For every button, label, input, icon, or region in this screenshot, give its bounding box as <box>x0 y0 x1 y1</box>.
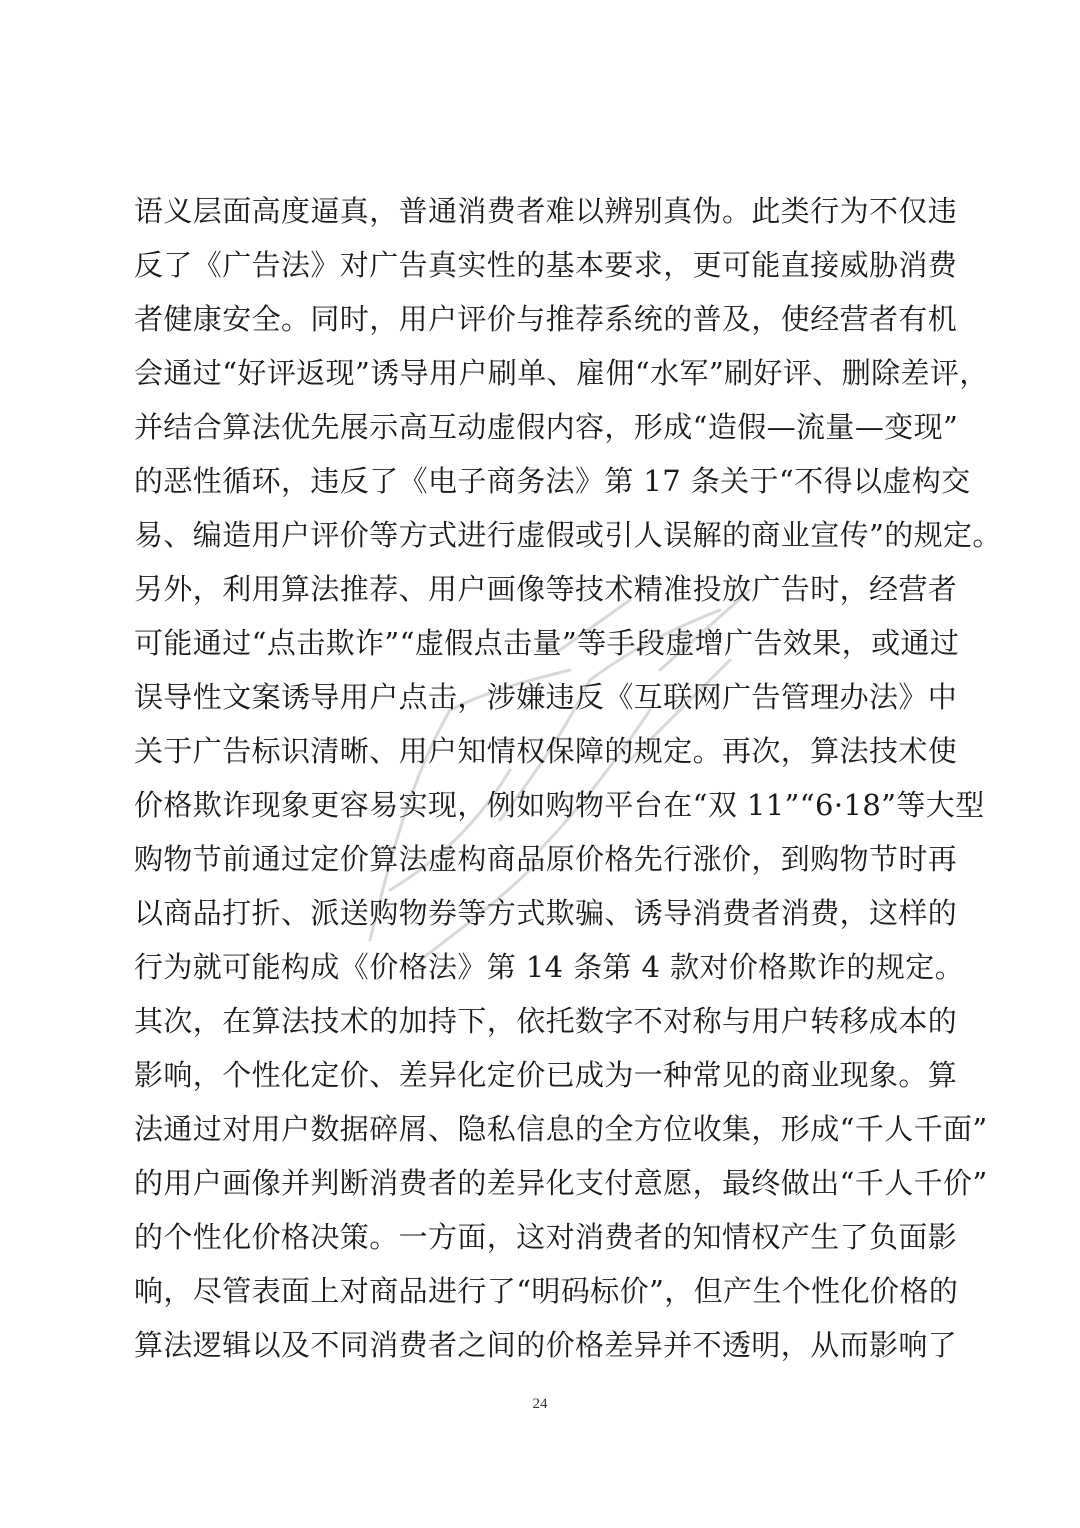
text-line-8: 另外，利用算法推荐、用户画像等技术精准投放广告时，经营者 <box>134 572 958 606</box>
body-text <box>134 184 1002 1372</box>
text-line-3: 者健康安全。同时，用户评价与推荐系统的普及，使经营者有机 <box>134 302 958 336</box>
text-line-1: 语义层面高度逼真，普通消费者难以辨别真伪。此类行为不仅违 <box>134 194 958 228</box>
text-line-14: 以商品打折、派送购物券等方式欺骗、诱导消费者消费，这样的 <box>134 896 958 930</box>
page-number: 24 <box>532 1396 548 1412</box>
text-line-10: 误导性文案诱导用户点击，涉嫌违反《互联网广告管理办法》中 <box>134 680 958 714</box>
text-line-11: 关于广告标识清晰、用户知情权保障的规定。再次，算法技术使 <box>134 734 958 768</box>
text-line-17: 影响，个性化定价、差异化定价已成为一种常见的商业现象。算 <box>134 1058 958 1092</box>
text-line-7: 易、编造用户评价等方式进行虚假或引人误解的商业宣传”的规定。 <box>134 518 1002 552</box>
text-line-22: 算法逻辑以及不同消费者之间的价格差异并不透明，从而影响了 <box>134 1328 958 1362</box>
text-line-16: 其次，在算法技术的加持下，依托数字不对称与用户转移成本的 <box>134 1004 958 1038</box>
text-line-12: 价格欺诈现象更容易实现，例如购物平台在“双 11”“6·18”等大型 <box>134 788 985 822</box>
text-line-5: 并结合算法优先展示高互动虚假内容，形成“造假—流量—变现” <box>134 410 959 444</box>
text-line-2: 反了《广告法》对广告真实性的基本要求，更可能直接威胁消费 <box>134 248 958 282</box>
text-line-21: 响，尽管表面上对商品进行了“明码标价”，但产生个性化价格的 <box>134 1274 959 1308</box>
text-line-9: 可能通过“点击欺诈”“虚假点击量”等手段虚增广告效果，或通过 <box>134 626 960 660</box>
text-line-4: 会通过“好评返现”诱导用户刷单、雇佣“水军”刷好评、删除差评， <box>134 356 989 390</box>
text-line-6: 的恶性循环，违反了《电子商务法》第 17 条关于“不得以虚构交 <box>134 464 971 498</box>
text-line-15: 行为就可能构成《价格法》第 14 条第 4 款对价格欺诈的规定。 <box>134 950 965 984</box>
text-line-13: 购物节前通过定价算法虚构商品原价格先行涨价，到购物节时再 <box>134 842 958 876</box>
text-line-19: 的用户画像并判断消费者的差异化支付意愿，最终做出“千人千价” <box>134 1166 988 1200</box>
text-line-18: 法通过对用户数据碎屑、隐私信息的全方位收集，形成“千人千面” <box>134 1112 988 1146</box>
text-line-20: 的个性化价格决策。一方面，这对消费者的知情权产生了负面影 <box>134 1220 958 1254</box>
